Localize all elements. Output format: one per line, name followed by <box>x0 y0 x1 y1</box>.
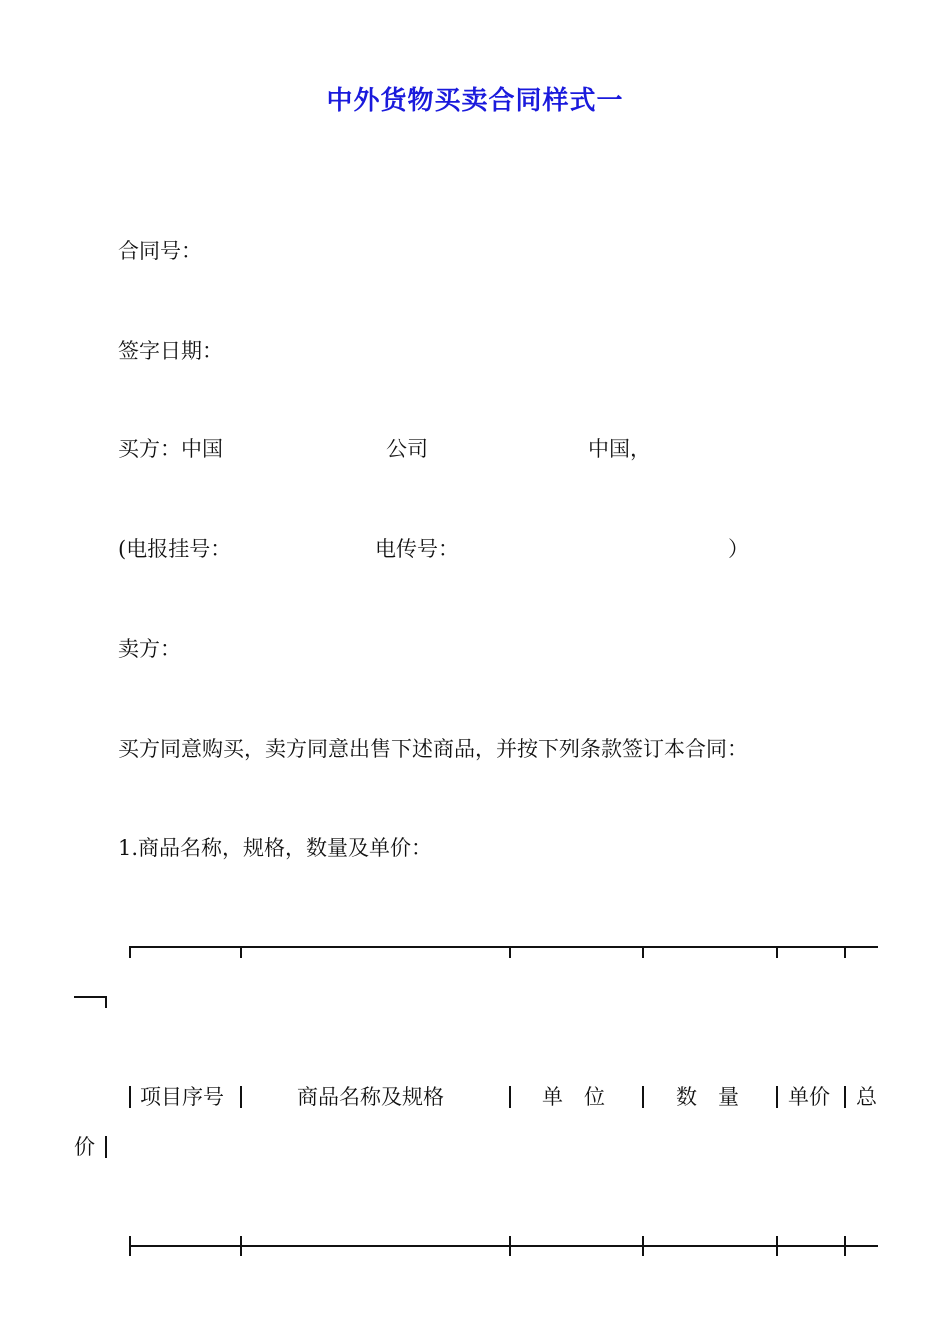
buyer-company-label: 公司 <box>386 437 428 461</box>
telegram-label: (电报挂号： <box>118 537 232 561</box>
sign-date-label: 签字日期： <box>118 339 223 363</box>
header-total-part1: 总 <box>856 1085 877 1109</box>
header-name-spec: 商品名称及规格 <box>297 1085 444 1109</box>
telex-label: 电传号： <box>375 537 459 561</box>
document-title: 中外货物买卖合同样式一 <box>326 86 624 116</box>
clause-1-heading: 1.商品名称，规格，数量及单价： <box>118 836 433 860</box>
seller-label: 卖方： <box>118 637 181 661</box>
contract-number-label: 合同号： <box>118 239 202 263</box>
buyer-country-label: 中国， <box>588 437 651 461</box>
agreement-text: 买方同意购买，卖方同意出售下述商品，并按下列条款签订本合同： <box>118 737 748 761</box>
header-unit: 单 位 <box>542 1085 605 1109</box>
buyer-label: 买方：中国 <box>118 437 223 461</box>
header-total-part2: 价 <box>74 1135 95 1159</box>
header-item-number: 项目序号 <box>140 1085 224 1109</box>
close-paren: ） <box>728 537 749 561</box>
header-quantity: 数 量 <box>676 1085 739 1109</box>
header-unit-price: 单价 <box>788 1085 830 1109</box>
